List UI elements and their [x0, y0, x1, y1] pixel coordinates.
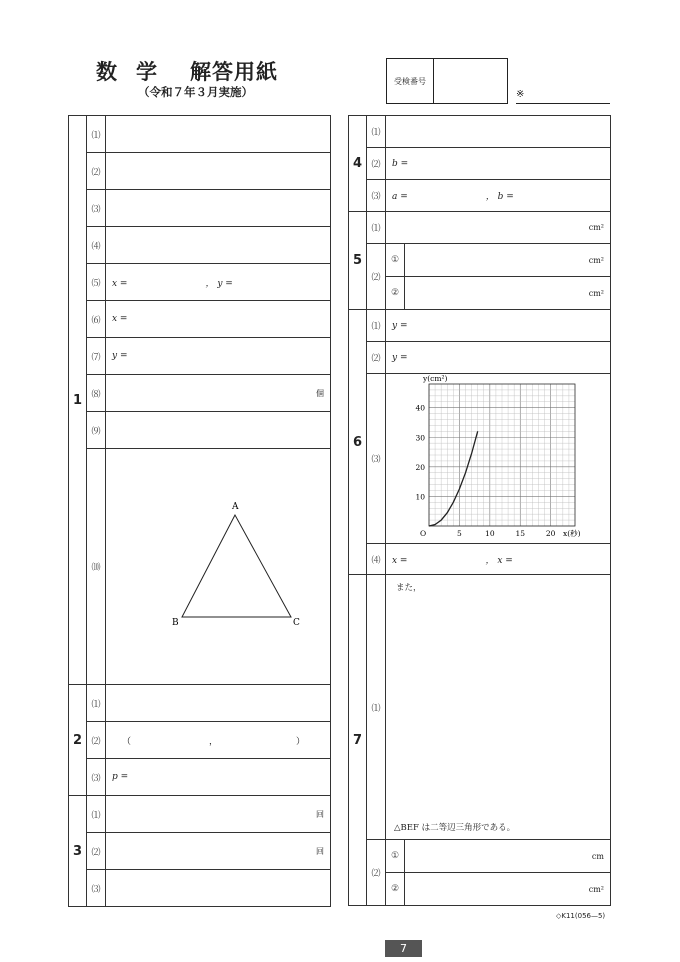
question-5: 5 ⑴ cm² ⑵ ① cm² ② cm²	[349, 212, 611, 310]
answer-field[interactable]	[106, 190, 331, 227]
question-number: 7	[349, 575, 367, 906]
vertex-c: C	[293, 618, 300, 628]
vertex-a: A	[232, 502, 239, 512]
graph-area[interactable]	[386, 374, 611, 544]
exam-number-label: 受検番号	[387, 59, 434, 103]
answer-field[interactable]: x = ， y =	[106, 264, 331, 301]
answer-field[interactable]: p =	[106, 759, 331, 796]
y-tick-label: 40	[415, 403, 425, 413]
x-axis-label: x(秒)	[563, 529, 581, 538]
answer-field[interactable]: cm²	[386, 212, 611, 244]
question-number: 1	[69, 116, 87, 685]
answer-field[interactable]: 回	[106, 796, 331, 833]
question-6: 6 ⑴ y = ⑵ y = ⑶ 5 10 15 20 10 20 30 40 y(cm²) x(秒) O ⑷ x = ， x =	[349, 310, 611, 575]
answer-field[interactable]	[106, 153, 331, 190]
answer-field[interactable]: y =	[386, 342, 611, 374]
question-7: 7 ⑴ また， △BEF は二等辺三角形である。 ⑵ ① cm ② cm²	[349, 575, 611, 906]
left-answer-table	[68, 115, 331, 907]
answer-field[interactable]: cm²	[405, 277, 611, 310]
x-tick-label: 5	[457, 529, 462, 538]
form-code: ◇K11(056—5)	[556, 912, 606, 920]
answer-field[interactable]	[106, 227, 331, 264]
proof-conclusion: △BEF は二等辺三角形である。	[394, 823, 516, 833]
origin-label: O	[420, 529, 427, 538]
y-tick-label: 20	[415, 462, 425, 472]
page-number: 7	[385, 940, 422, 957]
question-1: 1 ⑴ ⑵ ⑶ ⑷ ⑸ x = ， y = ⑹ x = ⑺ y = ⑻ 個 ⑼ ⑽ A B C	[69, 116, 331, 685]
answer-field[interactable]	[386, 116, 611, 148]
question-number: 4	[349, 116, 367, 212]
x-tick-label: 15	[515, 529, 526, 538]
answer-field[interactable]: y =	[386, 310, 611, 342]
answer-field[interactable]: x =	[106, 301, 331, 338]
exam-number-box	[386, 58, 508, 104]
question-4: 4 ⑴ ⑵ b = ⑶ a = ， b =	[349, 116, 611, 212]
answer-field[interactable]: x = ， x =	[386, 544, 611, 575]
answer-field[interactable]	[106, 685, 331, 722]
page-title: 数 学 解答用紙	[96, 60, 278, 84]
x-tick-label: 20	[545, 529, 556, 538]
answer-field[interactable]: y =	[106, 338, 331, 375]
y-tick-label: 30	[415, 433, 425, 443]
question-number: 6	[349, 310, 367, 575]
x-tick-label: 10	[485, 529, 495, 538]
exam-number-field[interactable]	[434, 59, 507, 103]
answer-field[interactable]: cm	[405, 840, 611, 873]
question-number: 5	[349, 212, 367, 310]
triangle-figure	[106, 449, 331, 681]
question-2: 2 ⑴ ⑵ （ ， ） ⑶ p =	[69, 685, 331, 796]
proof-area[interactable]	[386, 575, 611, 840]
answer-field[interactable]: b =	[386, 148, 611, 180]
answer-field[interactable]: a = ， b =	[386, 180, 611, 212]
answer-field[interactable]: （ ， ）	[106, 722, 331, 759]
construction-area[interactable]	[106, 449, 331, 685]
y-axis-label: y(cm²)	[423, 374, 448, 383]
y-tick-label: 10	[415, 492, 425, 502]
question-3: 3 ⑴ 回 ⑵ 回 ⑶	[69, 796, 331, 907]
vertex-b: B	[172, 618, 179, 628]
note-field[interactable]: ※	[516, 89, 610, 104]
right-answer-table	[348, 115, 611, 906]
answer-field[interactable]	[106, 870, 331, 907]
answer-field[interactable]: 回	[106, 833, 331, 870]
answer-field[interactable]: cm²	[405, 873, 611, 906]
answer-field[interactable]	[106, 116, 331, 153]
question-number: 2	[69, 685, 87, 796]
answer-field[interactable]	[106, 412, 331, 449]
answer-field[interactable]: 個	[106, 375, 331, 412]
page-subtitle: （令和７年３月実施）	[138, 85, 253, 99]
question-number: 3	[69, 796, 87, 907]
graph-chart	[386, 374, 611, 540]
answer-field[interactable]: cm²	[405, 244, 611, 277]
proof-opening: また，	[396, 583, 422, 593]
